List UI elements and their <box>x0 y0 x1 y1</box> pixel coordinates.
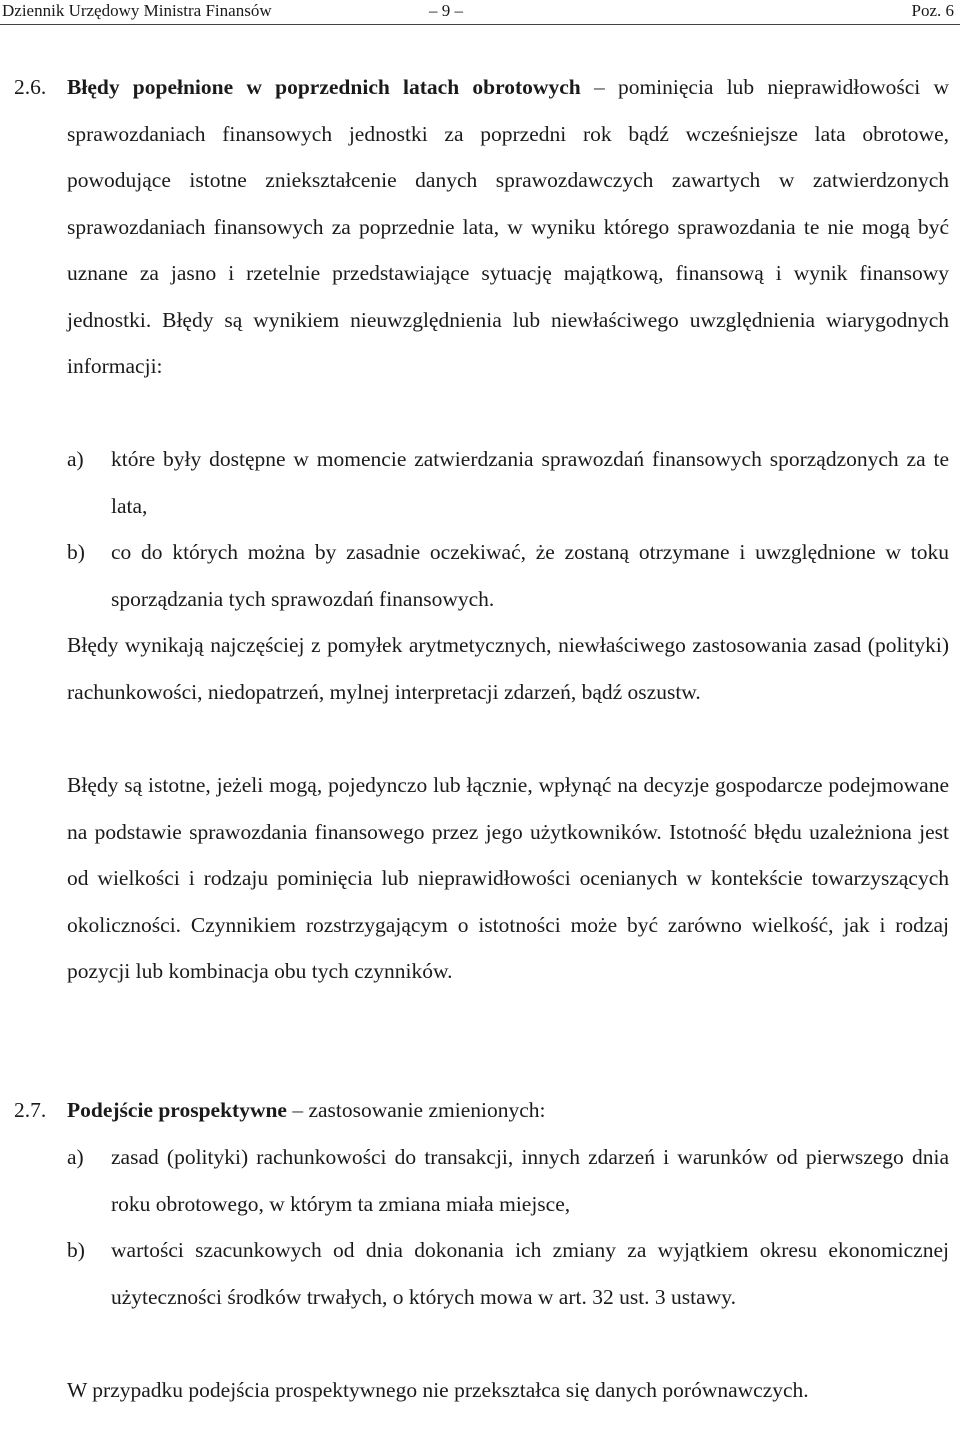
list-text: wartości szacunkowych od dnia dokonania ich zmiany za wyjątkiem okresu ekonomicznej użyteczności środków trwałych, o których mowa w art. 32 ust. 3 ustawy. <box>111 1238 949 1309</box>
list-text: zasad (polityki) rachunkowości do transakcji, innych zdarzeń i warunków od pierwszego dnia roku obrotowego, w którym ta zmiana miała miejsce, <box>111 1145 949 1216</box>
section-title: Błędy popełnione w poprzednich latach obrotowych <box>67 75 581 99</box>
section-title: Podejście prospektywne <box>67 1098 287 1122</box>
section-intro: zastosowanie zmienionych: <box>308 1098 546 1122</box>
title-dash: – <box>580 75 618 99</box>
header-rule <box>0 24 960 25</box>
section-definition <box>67 1087 949 1134</box>
journal-title: Dziennik Urzędowy Ministra Finansów <box>2 1 272 20</box>
paragraph: Błędy są istotne, jeżeli mogą, pojedynczo lub łącznie, wpłynąć na decyzje gospodarcze podejmowane na podstawie sprawozdania finansowego przez jego użytkowników. Istotność błędu uzależniona jest od wielkości i rodzaju pominięcia lub nieprawidłowości ocenianych w kontekście towarzyszących okoliczności. Czynnikiem rozstrzygającym o istotności może być zarówno wielkość, jak i rodzaj pozycji lub kombinacja obu tych czynników. <box>67 773 949 983</box>
list-letter: a) <box>67 1145 84 1169</box>
page-number: – 9 – <box>429 1 463 20</box>
list-letter: a) <box>67 447 84 471</box>
list-letter: b) <box>67 1238 85 1262</box>
list-text: co do których można by zasadnie oczekiwać, że zostaną otrzymane i uwzględnione w toku sporządzania tych sprawozdań finansowych. <box>111 540 949 611</box>
section-number: 2.7. <box>14 1098 47 1122</box>
list-text: które były dostępne w momencie zatwierdzania sprawozdań finansowych sporządzonych za te lata, <box>111 447 949 518</box>
section-definition <box>67 64 949 390</box>
section-number: 2.6. <box>14 75 47 99</box>
section-intro: pominięcia lub nieprawidłowości w sprawozdaniach finansowych jednostki za poprzedni rok bądź wcześniejsze lata obrotowe, powodujące istotne zniekształcenie danych sprawozdawczych zawartych w zatwierdzonych sprawozdaniach finansowych za poprzednie lata, w wyniku którego sprawozdania te nie mogą być uznane za jasno i rzetelnie przedstawiające sytuację majątkową, finansową i wynik finansowy jednostki. Błędy są wynikiem nieuwzględnienia lub niewłaściwego uwzględnienia wiarygodnych informacji: <box>67 75 949 378</box>
list-letter: b) <box>67 540 85 564</box>
position-number: Poz. 6 <box>911 1 954 20</box>
page-header <box>0 0 960 26</box>
title-dash: – <box>286 1098 309 1122</box>
paragraph: Błędy wynikają najczęściej z pomyłek arytmetycznych, niewłaściwego zastosowania zasad (polityki) rachunkowości, niedopatrzeń, mylnej interpretacji zdarzeń, bądź oszustw. <box>67 633 949 704</box>
paragraph: W przypadku podejścia prospektywnego nie przekształca się danych porównawczych. <box>67 1378 809 1402</box>
